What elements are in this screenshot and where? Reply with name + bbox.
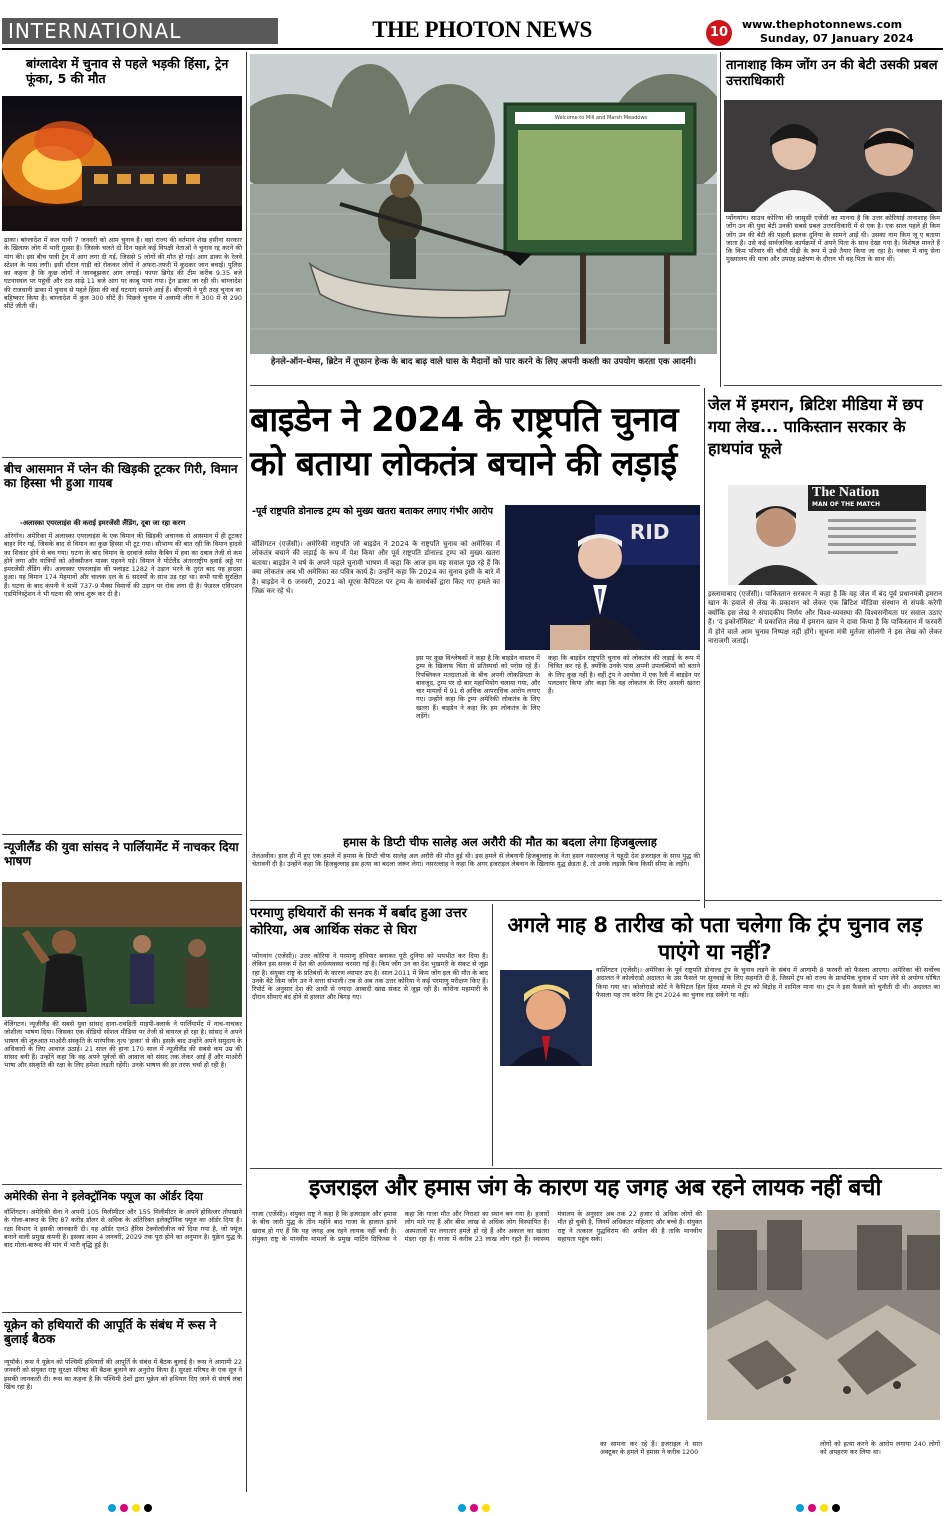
divider: [250, 900, 700, 901]
parliament-speech-photo: [2, 882, 242, 1017]
edition-date: Sunday, 07 January 2024: [760, 32, 914, 45]
masthead: THE PHOTON NEWS: [372, 17, 592, 42]
registration-marks: [0, 1500, 945, 1516]
divider: [250, 385, 700, 386]
nz-body: वेलिंगटन। न्यूजीलैंड की सबसे युवा सांसद हाना-रावहिती माइपी-क्लार्क ने पार्लियामेंट में नाच-नाचकर जोशीला भाषण दिया। जिसका एक वीडियो सोशल मीडिया पर तेजी से वायरल हो रहा है। सांसद ने अपने भाषण की शुरुआत माओरी संस्कृति के पारंपरिक नृत्य 'हाका' से की। इसके बाद उन्होंने अपने समुदाय के अधिकारों के लिए आवाज उठाई। 21 साल की हाना 170 साल में न्यूजीलैंड की सबसे कम उम्र की सांसद बनी हैं। उन्होंने कहा कि वह अपने पूर्वजों की आवाज को संसद तक लेकर आई हैं और माओरी भाषा और संस्कृति की रक्षा के लिए हमेशा लड़ती रहेंगी। उनके भाषण की हर तरफ चर्चा हो रही है।: [4, 1020, 242, 1070]
site-url[interactable]: www.thephotonnews.com: [742, 18, 903, 31]
nz-headline: न्यूजीलैंड की युवा सांसद ने पार्लियामेंट में नाचकर दिया भाषण: [4, 840, 239, 869]
column-separator: [704, 388, 705, 908]
kim-and-daughter-photo: [724, 100, 942, 212]
divider: [704, 900, 942, 901]
trump-headline: अगले माह 8 तारीख को पता चलेगा कि ट्रंप चुनाव लड़ पाएंगे या नहीं?: [507, 913, 923, 964]
gaza-body-col4: का सामना कर रहे हैं। इजराइल ने सात अक्टूबर के हमले में हमास ने करीब 1200: [600, 1440, 702, 1457]
biden-photo: [505, 505, 700, 650]
imran-newspaper-sub: MAN OF THE MATCH: [812, 501, 880, 508]
biden-backdrop-text: RID: [630, 520, 670, 544]
plane-body: ओरेगॉन। अमेरिका में अलास्का एयरलाइंस के एक विमान की खिड़की अचानक से आसमान में ही टूटकर बाहर गिर गई, जिसके बाद से विमान का कुछ हिस्सा भी टूट गया। सौभाग्य की बात रही कि विमान हादसे का शिकार होने से बच गया। घटना के बाद विमान के दरवाजे समेत कैबिन में हवा का दबाव तेजी से कम होने लगा और यात्रियों को ऑक्सीजन मास्क पहनने पड़े। विमान ने पोर्टलैंड अंतरराष्ट्रीय हवाई अड्डे पर इमरजेंसी लैंडिंग की। अलास्का एयरलाइंस की फ्लाइट 1282 ने उड़ान भरने के तुरंत बाद यह हादसा हुआ। यह विमान 174 मेहमानों और चालक दल के 6 सदस्यों के साथ उड़ रहा था। सभी यात्री सुरक्षित हैं। घटना के बाद कंपनी ने सभी 737-9 मैक्स विमानों की उड़ान पर रोक लगा दी है। फेडरल एविएशन एडमिनिस्ट्रेशन ने भी घटना की जांच शुरू कर दी है।: [4, 532, 242, 599]
biden-body-col3: कहा कि बाइडेन राष्ट्रपति चुनाव को लोकतंत्र की लड़ाई के रूप में चित्रित कर रहे हैं, क्योंकि उनके पास अपनी उपलब्धियों को बताने के लिए कुछ नहीं है। वहीं ट्रंप ने आयोवा में एक रैली में बाइडेन पर पलटवार किया और कहा कि वह लोकतंत्र के लिए असली खतरा हैं।: [548, 654, 700, 696]
kim-body: प्योंगयांग। साउथ कोरिया की जासूसी एजेंसी का मानना है कि उत्तर कोरियाई तानाशाह किम जोंग उन की युवा बेटी उनकी सबसे प्रबल उत्तराधिकारी में से एक है। एक साल पहले ही किम जोंग उन की बेटी की पहली झलक दुनिया के सामने आई थी। उसका नाम किम जू ए बताया जाता है। उसे कई सार्वजनिक कार्यक्रमों में अपने पिता के साथ देखा गया है। विशेषज्ञ मानते हैं कि किम परिवार की चौथी पीढ़ी के रूप में उसे तैयार किया जा रहा है। नवंबर में वायु सेना मुख्यालय की यात्रा और उपग्रह प्रक्षेपण के दौरान भी वह पिता के साथ थीं।: [726, 214, 940, 264]
divider: [724, 385, 942, 386]
flood-photo: [250, 54, 717, 354]
nk-body: प्योंगयांग (एजेंसी)। उत्तर कोरिया ने परमाणु हथियार बनाकर पूरी दुनिया को भयभीत कर दिया है। लेकिन इस सनक में देश की अर्थव्यवस्था चरमरा गई है। किम जोंग उन का देश भुखमरी के संकट से जूझ रहा है। संयुक्त राष्ट्र के प्रतिबंधों के कारण व्यापार ठप है। साल 2011 में किम जोंग इल की मौत के बाद उनके बेटे किम जोंग उन ने सत्ता संभाली। तब से अब तक उत्तर कोरिया ने कई परमाणु परीक्षण किए हैं। रिपोर्ट के अनुसार देश की आधी से ज्यादा आबादी खाद्य संकट से जूझ रही है। कोरोना महामारी के दौरान सीमाएं बंद होने से हालात और बिगड़ गए।: [252, 952, 488, 1002]
train-fire-photo: [2, 96, 242, 231]
column-separator: [246, 52, 247, 1492]
column-separator: [492, 904, 493, 1166]
ukraine-body: न्यूयॉर्क। रूस ने यूक्रेन को पश्चिमी हथियारों की आपूर्ति के संबंध में बैठक बुलाई है। रूस ने आगामी 22 जनवरी को संयुक्त राष्ट्र सुरक्षा परिषद की बैठक बुलाने का अनुरोध किया है। सुरक्षा परिषद के एक सूत्र ने इसकी जानकारी दी। रूस का कहना है कि पश्चिमी देशों द्वारा यूक्रेन को हथियार दिए जाने से संघर्ष लंबा खिंच रहा है।: [4, 1358, 242, 1391]
divider: [2, 834, 242, 835]
plane-headline: बीच आसमान में प्लेन की खिड़की टूटकर गिरी, विमान का हिस्सा भी हुआ गायब: [4, 462, 238, 491]
kim-headline: तानाशाह किम जोंग उन की बेटी उसकी प्रबल उत्तराधिकारी: [726, 58, 938, 89]
plane-subhead: -अलास्का एयरलाइंस की कराई इमरजेंसी लैंडिंग, दूबा जा रहा करण: [20, 519, 186, 527]
army-headline: अमेरिकी सेना ने इलेक्ट्रॉनिक फ्यूज का ऑर्डर दिया: [4, 1190, 203, 1203]
kim-illustration: [724, 100, 942, 212]
column-separator: [720, 52, 721, 387]
hamas-headline: हमास के डिप्टी चीफ सालेह अल अरौरी की मौत का बदला लेगा हिजबुल्लाह: [343, 835, 657, 849]
biden-headline: बाइडेन ने 2024 के राष्ट्रपति चुनाव को बताया लोकतंत्र बचाने की लड़ाई: [250, 400, 679, 484]
imran-newspaper-masthead: The Nation: [812, 485, 880, 500]
imran-body: इस्लामाबाद (एजेंसी)। पाकिस्तान सरकार ने कहा है कि वह जेल में बंद पूर्व प्रधानमंत्री इमरान खान के हवाले से लेख के प्रकाशन को लेकर एक ब्रिटिश मीडिया संस्थान से संपर्क करेगी क्योंकि इस लेख ने संपादकीय निर्णय और विश्व-व्यवस्था की विश्वसनीयता पर सवाल उठाए हैं। ‘द इकोनॉमिस्ट’ में प्रकाशित लेख में इमरान खान ने दावा किया है कि पाकिस्तान में फरवरी में होने वाले आम चुनाव निष्पक्ष नहीं होंगे। सूचना मंत्री मुर्तजा सोलंगी ने इस लेख को लेकर नाराजगी जताई।: [708, 590, 942, 646]
flood-caption: हेनले-ऑन-थेम्स, ब्रिटेन में तूफान हेन्क के बाद बाढ़ वाले घास के मैदानों को पार करने के लिए अपनी कश्ती का उपयोग करता एक आदमी।: [270, 357, 697, 367]
header-rule: [2, 48, 943, 50]
gaza-body: गाजा (एजेंसी)। संयुक्त राष्ट्र ने कहा है कि इजराइल और हमास के बीच जारी युद्ध के तीन महीने बाद गाजा के हालात इतने खराब हो गए हैं कि यह जगह अब रहने लायक नहीं बची है। संयुक्त राष्ट्र के मानवीय मामलों के प्रमुख मार्टिन ग्रिफिथ्स ने कहा कि गाजा मौत और निराशा का स्थान बन गया है। हजारों लोग मारे गए हैं और बीस लाख से अधिक लोग विस्थापित हैं। अस्पतालों पर लगातार हमले हो रहे हैं और अकाल का खतरा मंडरा रहा है। गाजा में करीब 23 लाख लोग रहते हैं। स्वास्थ्य मंत्रालय के अनुसार अब तक 22 हजार से अधिक लोगों की मौत हो चुकी है, जिनमें अधिकतर महिलाएं और बच्चे हैं। संयुक्त राष्ट्र ने तत्काल युद्धविराम की अपील की है ताकि मानवीय सहायता पहुंच सके।: [252, 1210, 702, 1243]
bangladesh-body: ढाका। बांग्लादेश में कल यानी 7 जनवरी को आम चुनाव है। वहां राज्य की वर्तमान शेख हसीना सरकार के खिलाफ लोग में भारी गुस्सा है। जिसके चलते दो दिन पहले कई विपक्षी नेताओं ने चुनाव रद्द करने की मांग की। इस बीच यात्री ट्रेन में आग लगा दी गई, जिससे 5 लोगों की मौत हो गई। आग ढाका के रेलवे स्टेशन के पास लगी। इसी दौरान गाड़ी को रोककर लोगों ने अफरा-तफरी में कूदकर जान बचाई। पुलिस का कहना है कि कुछ लोगों ने जानबूझकर आग लगाई। फायर ब्रिगेड की टीम करीब 9.35 बजे घटनास्थल पर पहुंची और रात साढ़े 11 बजे आग पर काबू पाया गया। ट्रेन ढाका जा रही थी। बांग्लादेश की राजधानी ढाका में चुनाव से पहले हिंसा की कई घटनाएं सामने आई हैं। बीएनपी ने पूरी तरह चुनाव का बहिष्कार किया है। बांग्लादेश में कुल 300 सीटें हैं। पिछले चुनाव में अवामी लीग ने 300 में से 290 सीटें जीती थीं।: [4, 236, 242, 311]
trump-illustration: [500, 970, 592, 1066]
print-color-bar: [0, 1500, 945, 1516]
parliament-illustration: [2, 882, 242, 1017]
gaza-ruins-photo: [707, 1210, 940, 1420]
biden-body-col1: वॉशिंगटन (एजेंसी)। अमेरिकी राष्ट्रपति जो बाइडेन ने 2024 के राष्ट्रपति चुनाव को अमेरिका में लोकतंत्र बचाने की लड़ाई के रूप में पेश किया और पूर्व राष्ट्रपति डोनाल्ड ट्रम्प को मुख्य खतरा बताया। बाइडेन ने वर्ष के अपने पहले चुनावी भाषण में कहा कि आज हम यह सवाल पूछ रहे हैं कि क्या लोकतंत्र अब भी अमेरिका का पवित्र कार्य है। उन्होंने कहा कि 2024 का चुनाव इसी के बारे में है। बाइडेन ने 6 जनवरी, 2021 को यूएस कैपिटल पर ट्रम्प के समर्थकों द्वारा किए गए हमले का जिक्र कर रहे थे।: [252, 540, 500, 596]
biden-subhead: -पूर्व राष्ट्रपति डोनाल्ड ट्रम्प को मुख्य खतरा बताकर लगाए गंभीर आरोप: [252, 506, 494, 517]
gaza-headline: इजराइल और हमास जंग के कारण यह जगह अब रहने लायक नहीं बची: [309, 1175, 881, 1201]
biden-illustration: [505, 505, 700, 650]
biden-body-col2: इस पर कुछ विश्लेषकों ने कहा है कि बाइडेन वास्तव में ट्रम्प के खिलाफ चिंता से प्रतिस्पर्धा को परोस रहे हैं। रिपब्लिकन मतदाताओं के बीच अपनी लोकप्रियता के बावजूद, ट्रम्प पर दो बार महाभियोग चलाया गया, और चार मामलों में 91 से अधिक आपराधिक आरोप लगाए गए। उन्होंने कहा कि ट्रम्प अमेरिकी लोकतंत्र के लिए खतरा हैं। बाइडेन ने कहा कि हम लोकतंत्र के लिए लड़ेंगे।: [416, 654, 540, 721]
divider: [250, 1168, 942, 1169]
flood-sign-title: Welcome to Mill and Marsh Meadows: [554, 115, 648, 121]
section-label: INTERNATIONAL: [8, 19, 182, 43]
nk-headline: परमाणु हथियारों की सनक में बर्बाद हुआ उत्तर कोरिया, अब आर्थिक संकट से घिरा: [250, 906, 467, 938]
hamas-body: तेलअवीव। हाल ही में हुए एक हमले में हमास के डिप्टी चीफ सालेह अल अरौरी की मौत हुई थी। इस हमले से लेबनानी हिजबुल्लाह के नेता हसन नसरल्लाह ने यहूदी देश इजराइल के साथ युद्ध की चेतावनी दी है। उन्होंने कहा कि हिजबुल्लाह इस हत्या का बदला जरूर लेगा। नसरल्लाह ने कहा कि अगर इजराइल लेबनान के खिलाफ युद्ध छेड़ता है, तो उनके लड़ाके बिना किसी सीमा के लड़ेंगे।: [252, 852, 700, 869]
bangladesh-headline: बांग्लादेश में चुनाव से पहले भड़की हिंसा, ट्रेन फूंका, 5 की मौत: [26, 56, 229, 86]
army-body: वॉशिंगटन। अमेरिकी सेना ने अपनी 105 मिलीमीटर और 155 मिलीमीटर के अपने होवित्जर तोपखाने के गोला-बारूद के लिए 87 करोड़ डॉलर से अधिक के अतिरिक्त इलेक्ट्रॉनिक फ्यूज का ऑर्डर दिया है। रक्षा विभाग ने इसकी जानकारी दी। यह ऑर्डर एल3 हैरिस टेक्नोलॉजीज को दिया गया है, जो फ्यूज बनाने वाली प्रमुख कंपनी है। इसका काम 4 जनवरी, 2029 तक पूरा होने का अनुमान है। यूक्रेन युद्ध के बाद गोला-बारूद की मांग में भारी वृद्धि हुई है।: [4, 1208, 242, 1250]
gaza-body-col5: लोगों को हत्या करने के आरोप लगाया 240 लोगों को अपहरण कर लिया था।: [820, 1440, 940, 1457]
page-number: 10: [709, 25, 729, 40]
train-fire-illustration: [2, 96, 242, 231]
divider: [2, 1312, 242, 1313]
flood-illustration: [250, 54, 717, 354]
trump-body: वाशिंगटन (एजेंसी)। अमेरिका के पूर्व राष्ट्रपति डोनाल्ड ट्रंप के चुनाव लड़ने के संबंध में आगामी 8 फरवरी को फैसला आएगा। अमेरिका की सर्वोच्च अदालत ने कोलोराडो अदालत के उस फैसले पर सुनवाई के लिए सहमति दी है, जिसमें ट्रंप को राज्य के प्राथमिक चुनाव में भाग लेने से अयोग्य घोषित किया गया था। कोलोराडो कोर्ट ने कैपिटल हिल हिंसा मामले में ट्रंप को विद्रोह में शामिल माना था। ट्रंप ने इस फैसले को चुनौती दी थी। अदालत का फैसला यह तय करेगा कि ट्रंप 2024 का चुनाव लड़ सकेंगे या नहीं।: [596, 966, 940, 999]
divider: [2, 1184, 242, 1185]
ukraine-headline: यूक्रेन को हथियारों की आपूर्ति के संबंध में रूस ने बुलाई बैठक: [4, 1318, 217, 1347]
gaza-ruins-illustration: [707, 1210, 940, 1420]
divider: [2, 457, 242, 458]
trump-photo: [500, 970, 592, 1066]
imran-headline: जेल में इमरान, ब्रिटिश मीडिया में छप गया लेख... पाकिस्तान सरकार के हाथपांव फूले: [708, 395, 923, 458]
